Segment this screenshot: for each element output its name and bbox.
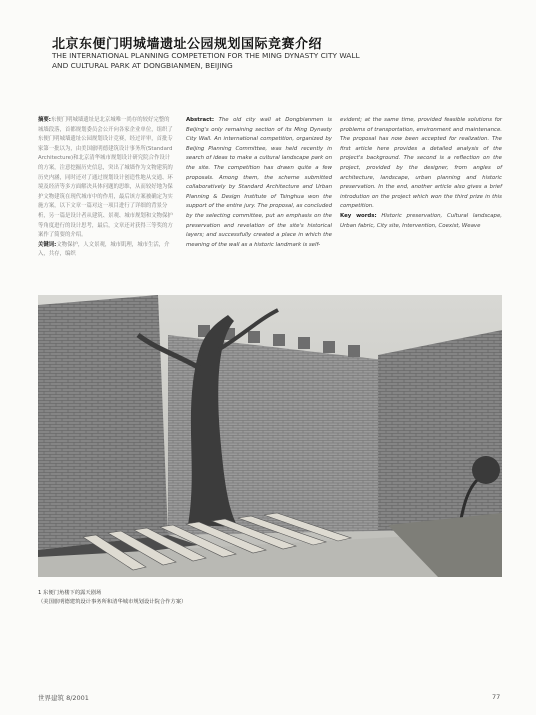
title-en-line2: AND CULTURAL PARK AT DONGBIANMEN, BEIJING <box>52 61 233 70</box>
abstract-en-text-2: evident; at the same time, provided feasible solutions for problems of transportation, environment and maintenance. The proposal has now been accepted for realization. The first article here provides a detailed analysis of the project's background. The second is a reflection on the project, provided by the designer, from angles of architecture, landscape, urban planning and historic preservation. In the end, another article also gives a brief introdution on the project which won the third prize in this competition. <box>340 117 502 210</box>
abstract-zh-column <box>38 116 173 260</box>
abstract-en-label: Abstract: <box>186 117 215 123</box>
photo-illustration <box>38 295 502 577</box>
keywords-en: Historic preservation, Cultural landscape, Urban fabric, City site, Intervention, Coexist, Weave <box>340 212 502 229</box>
caption-line-1: 1 东便门角楼下的露天剧场 <box>38 590 102 596</box>
title-en-line1: THE INTERNATIONAL PLANNING COMPETETION FOR THE MING DYNASTY CITY WALL <box>52 51 360 60</box>
page-number: 77 <box>492 693 501 701</box>
keywords-zh: 文物保护，人文景观，城市肌理，城市生活，介入，共存，编织 <box>38 241 170 258</box>
photo-city-wall-theatre <box>38 295 502 577</box>
keywords-zh-label: 关键词: <box>38 241 57 248</box>
abstract-en-column-2 <box>340 116 502 231</box>
title-en <box>52 51 392 71</box>
footer-journal: 世界建筑 8/2001 <box>38 694 89 702</box>
abstract-zh-label: 摘要: <box>38 117 51 123</box>
title-zh: 北京东便门明城墙遗址公园规划国际竞赛介绍 <box>52 37 323 52</box>
abstract-zh-text: 东便门明城墙遗址是北京城唯一尚存的较好完整的城墙段落，首都规划委员会公开向各家企业单位，组织了东便门明城墙遗址公园规划设计竞赛，经过评审，首批专家第一批以为，由美国旅明德建筑设计事务所(Standard Architecture)和北京清华城市规划设计研究院合作设计的方案，注意挖掘历史信息，突出了城墙作为文物建筑的历史内涵，同时还对了通过规划设计创造性地从交通、环境及经济等多方面解决具体问题的思维，从而较好地为保护文物建筑在现代城市中的作用，最后该方案被确定为实施方案，以下文章一篇对这一项目进行了详细的背景分析，另一篇是设计者从建筑、景观、城市规划和文物保护等角度进行的设计思考，最后，文章还对获得三等奖的方案作了简要的介绍。 <box>38 117 173 239</box>
figure-caption <box>38 589 186 606</box>
keywords-en-label: Key words: <box>340 212 377 219</box>
abstract-en-column-1 <box>186 116 332 250</box>
abstract-en-text-1: The old city wall at Dongbianmen is Beijing's only remaining section of its Ming Dynasty City Wall. An international competition, organized by Beijing Planning Committee, was held recently in search of ideas to make a cultural landscape park on the site. The competition has drawn quite a few proposals. Among them, the scheme submitted collaboratively by Standard Architecture and Urban Planning & Design Institute of Tsinghua won the support of the entire jury. The proposal, as concluded by the selecting committee, put an emphasis on the preservation and revelation of the site's historical layers; and successfully created a place in which the meaning of the wall as a historic landmark is self- <box>186 117 332 248</box>
caption-line-2: （美国旅明德建筑设计事务所和清华城市规划设计院合作方案） <box>38 598 187 605</box>
